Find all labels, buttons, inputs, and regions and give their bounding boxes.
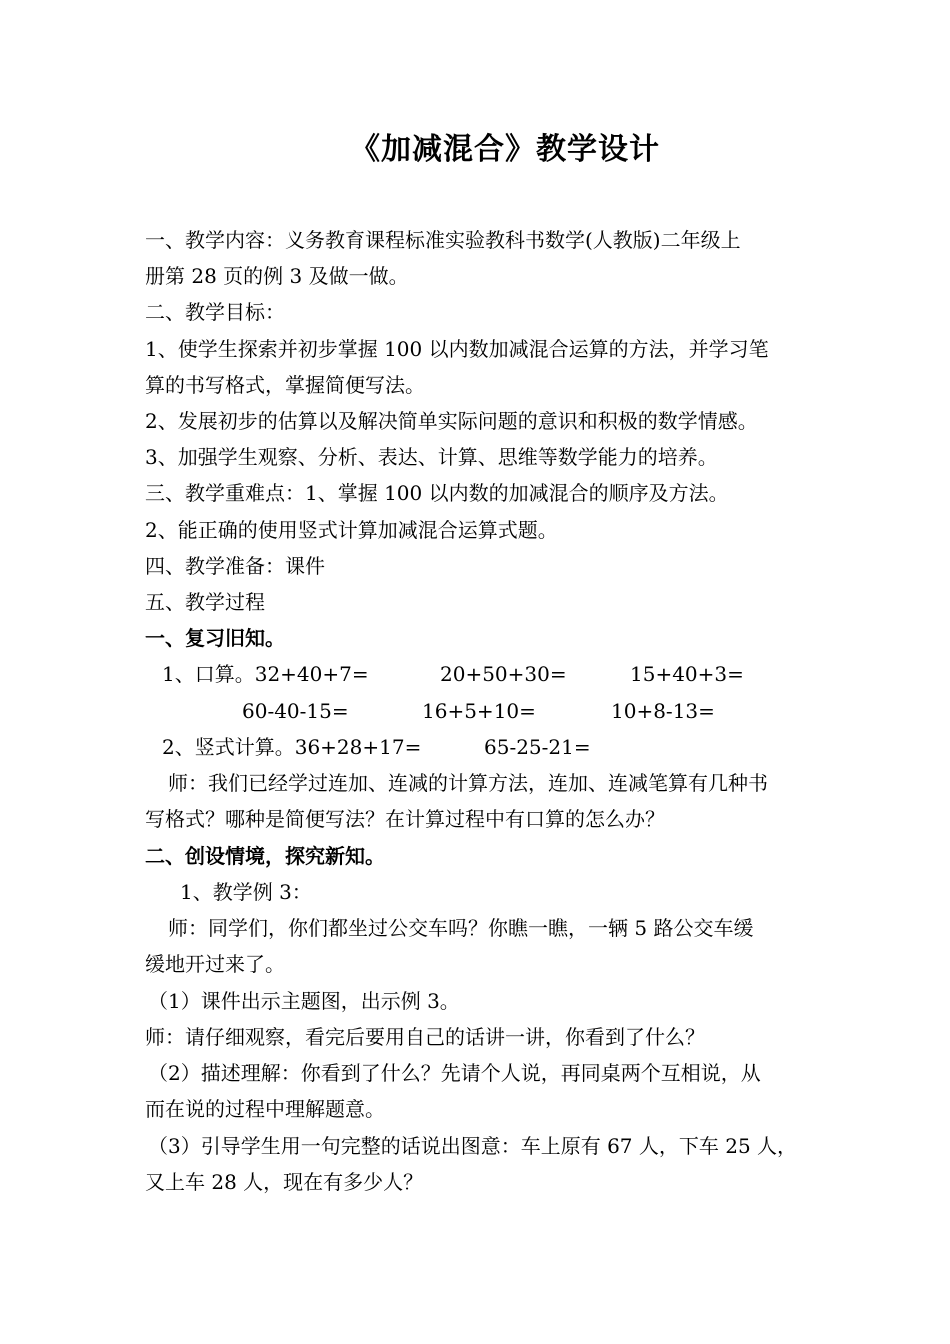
teacher-observe: 师：请仔细观察，看完后要用自己的话讲一讲，你看到了什么？ [145,1025,705,1049]
step-3-line-2: 又上车 28 人，现在有多少人？ [145,1170,424,1194]
step-1: （1）课件出示主题图，出示例 3。 [148,989,460,1013]
teacher-review-line-2: 写格式？哪种是简便写法？在计算过程中有口算的怎么办？ [145,807,665,831]
oral-calc-5: 16+5+10= [422,699,536,723]
teacher-bus-line-1: 师：同学们，你们都坐过公交车吗？你瞧一瞧，一辆 5 路公交车缓 [168,916,754,940]
oral-calc-4: 60-40-15= [242,699,349,723]
teaching-goals-heading: 二、教学目标： [145,300,285,324]
oral-calc-3: 15+40+3= [630,662,744,686]
goal-1-line-2: 算的书写格式，掌握简便写法。 [145,373,425,397]
oral-calc-6: 10+8-13= [611,699,715,723]
oral-calc-2: 20+50+30= [440,662,567,686]
document-title: 《加减混合》教学设计 [350,132,660,167]
teaching-content-line-1: 一、教学内容：义务教育课程标准实验教科书数学(人教版)二年级上 [145,228,741,252]
section-review-heading: 一、复习旧知。 [145,626,285,650]
teaching-process-heading: 五、教学过程 [145,590,265,614]
key-points-line-2: 2、能正确的使用竖式计算加减混合运算式题。 [145,518,558,542]
teacher-review-line-1: 师：我们已经学过连加、连减的计算方法，连加、连减笔算有几种书 [168,771,768,795]
key-points-line-1: 三、教学重难点：1、掌握 100 以内数的加减混合的顺序及方法。 [145,481,729,505]
step-2-line-1: （2）描述理解：你看到了什么？先请个人说，再同桌两个互相说，从 [148,1061,761,1085]
teacher-bus-line-2: 缓地开过来了。 [145,952,285,976]
goal-2: 2、发展初步的估算以及解决简单实际问题的意识和积极的数学情感。 [145,409,758,433]
step-3-line-1: （3）引导学生用一句完整的话说出图意：车上原有 67 人，下车 25 人， [148,1134,798,1158]
step-2-line-2: 而在说的过程中理解题意。 [145,1097,385,1121]
goal-3: 3、加强学生观察、分析、表达、计算、思维等数学能力的培养。 [145,445,718,469]
oral-calc-1: 1、口算。32+40+7= [162,662,369,686]
teaching-content-line-2: 册第 28 页的例 3 及做一做。 [145,264,409,288]
example-3-heading: 1、教学例 3： [180,880,312,904]
teaching-preparation: 四、教学准备：课件 [145,554,325,578]
goal-1-line-1: 1、使学生探索并初步掌握 100 以内数加减混合运算的方法，并学习笔 [145,337,769,361]
section-new-knowledge-heading: 二、创设情境，探究新知。 [145,844,385,868]
vertical-calc-1: 2、竖式计算。36+28+17= [162,735,422,759]
vertical-calc-2: 65-25-21= [484,735,591,759]
